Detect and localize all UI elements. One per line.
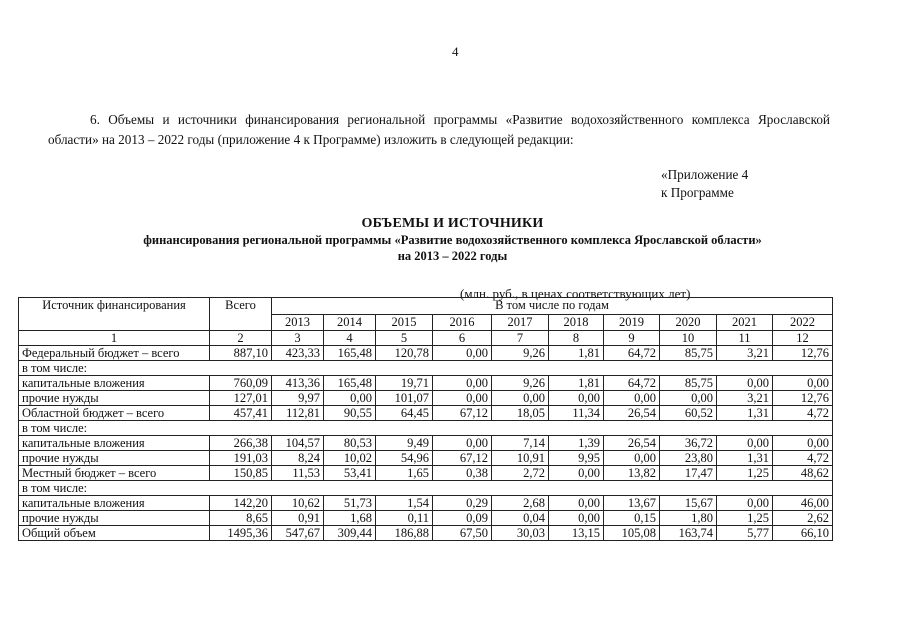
units-note: (млн. руб., в ценах соответствующих лет) xyxy=(460,286,691,301)
row-value: 423,33 xyxy=(272,346,324,361)
row-value: 64,45 xyxy=(376,406,433,421)
row-value: 46,00 xyxy=(773,496,833,511)
row-value: 2,68 xyxy=(492,496,549,511)
header-year: 2022 xyxy=(773,314,833,331)
row-value: 112,81 xyxy=(272,406,324,421)
row-value: 0,00 xyxy=(660,391,717,406)
row-value: 1,65 xyxy=(376,466,433,481)
row-value: 12,76 xyxy=(773,346,833,361)
row-value: 11,34 xyxy=(549,406,604,421)
row-value: 0,00 xyxy=(604,391,660,406)
table-row xyxy=(19,421,833,436)
row-value: 30,03 xyxy=(492,526,549,541)
document-title xyxy=(0,216,905,264)
appendix-line-2: к Программе xyxy=(661,185,734,200)
row-value: 64,72 xyxy=(604,376,660,391)
row-value: 1,81 xyxy=(549,346,604,361)
row-total: 142,20 xyxy=(210,496,272,511)
row-label: прочие нужды xyxy=(19,511,210,526)
row-value: 0,00 xyxy=(549,496,604,511)
row-value: 10,02 xyxy=(324,451,376,466)
row-value: 54,96 xyxy=(376,451,433,466)
row-value: 48,62 xyxy=(773,466,833,481)
row-total: 760,09 xyxy=(210,376,272,391)
column-number: 2 xyxy=(210,331,272,346)
financing-table xyxy=(18,297,833,541)
row-value: 67,12 xyxy=(433,451,492,466)
row-total: 150,85 xyxy=(210,466,272,481)
row-value: 80,53 xyxy=(324,436,376,451)
table-row xyxy=(19,481,833,496)
header-year: 2016 xyxy=(433,314,492,331)
column-number: 12 xyxy=(773,331,833,346)
row-value: 66,10 xyxy=(773,526,833,541)
title-line-1: ОБЪЕМЫ И ИСТОЧНИКИ xyxy=(361,216,544,231)
row-value: 9,95 xyxy=(549,451,604,466)
row-value: 309,44 xyxy=(324,526,376,541)
row-value: 0,00 xyxy=(433,376,492,391)
column-number: 4 xyxy=(324,331,376,346)
table-row xyxy=(19,361,833,376)
appendix-reference xyxy=(661,166,748,202)
row-label: в том числе: xyxy=(19,421,833,436)
row-value: 1,25 xyxy=(717,466,773,481)
row-value: 2,72 xyxy=(492,466,549,481)
row-value: 2,62 xyxy=(773,511,833,526)
row-value: 0,29 xyxy=(433,496,492,511)
row-value: 53,41 xyxy=(324,466,376,481)
row-value: 5,77 xyxy=(717,526,773,541)
header-year: 2013 xyxy=(272,314,324,331)
row-value: 0,11 xyxy=(376,511,433,526)
row-value: 51,73 xyxy=(324,496,376,511)
row-value: 105,08 xyxy=(604,526,660,541)
row-value: 9,97 xyxy=(272,391,324,406)
row-value: 0,04 xyxy=(492,511,549,526)
row-value: 15,67 xyxy=(660,496,717,511)
row-label: капитальные вложения xyxy=(19,436,210,451)
title-line-3: на 2013 – 2022 годы xyxy=(397,249,508,263)
column-number: 8 xyxy=(549,331,604,346)
row-value: 36,72 xyxy=(660,436,717,451)
row-value: 67,50 xyxy=(433,526,492,541)
header-by-years: В том числе по годам xyxy=(272,298,833,315)
header-year: 2019 xyxy=(604,314,660,331)
row-value: 1,39 xyxy=(549,436,604,451)
column-number: 9 xyxy=(604,331,660,346)
row-value: 0,00 xyxy=(604,451,660,466)
table-row xyxy=(19,511,833,526)
row-label: Местный бюджет – всего xyxy=(19,466,210,481)
row-value: 0,00 xyxy=(549,391,604,406)
header-source: Источник финансирования xyxy=(19,298,210,331)
row-value: 85,75 xyxy=(660,376,717,391)
table-row xyxy=(19,346,833,361)
row-value: 8,24 xyxy=(272,451,324,466)
row-value: 0,00 xyxy=(773,436,833,451)
row-value: 163,74 xyxy=(660,526,717,541)
row-value: 0,15 xyxy=(604,511,660,526)
row-value: 413,36 xyxy=(272,376,324,391)
column-number: 1 xyxy=(19,331,210,346)
row-total: 8,65 xyxy=(210,511,272,526)
row-label: капитальные вложения xyxy=(19,376,210,391)
row-value: 0,00 xyxy=(433,391,492,406)
row-value: 11,53 xyxy=(272,466,324,481)
row-value: 0,00 xyxy=(717,376,773,391)
row-value: 18,05 xyxy=(492,406,549,421)
row-value: 1,81 xyxy=(549,376,604,391)
row-value: 13,15 xyxy=(549,526,604,541)
row-value: 165,48 xyxy=(324,376,376,391)
row-label: Общий объем xyxy=(19,526,210,541)
row-total: 887,10 xyxy=(210,346,272,361)
row-value: 0,00 xyxy=(717,436,773,451)
row-value: 10,62 xyxy=(272,496,324,511)
row-label: прочие нужды xyxy=(19,391,210,406)
table-row xyxy=(19,406,833,421)
row-value: 1,68 xyxy=(324,511,376,526)
table-row xyxy=(19,436,833,451)
header-row xyxy=(19,298,833,315)
row-value: 4,72 xyxy=(773,451,833,466)
row-value: 85,75 xyxy=(660,346,717,361)
row-value: 90,55 xyxy=(324,406,376,421)
row-value: 26,54 xyxy=(604,436,660,451)
row-value: 1,31 xyxy=(717,451,773,466)
row-value: 120,78 xyxy=(376,346,433,361)
row-value: 17,47 xyxy=(660,466,717,481)
appendix-line-1: «Приложение 4 xyxy=(661,167,749,182)
row-value: 26,54 xyxy=(604,406,660,421)
row-value: 9,49 xyxy=(376,436,433,451)
row-value: 19,71 xyxy=(376,376,433,391)
row-label: в том числе: xyxy=(19,481,833,496)
column-number: 10 xyxy=(660,331,717,346)
header-year: 2015 xyxy=(376,314,433,331)
header-year: 2020 xyxy=(660,314,717,331)
row-value: 1,54 xyxy=(376,496,433,511)
row-value: 1,25 xyxy=(717,511,773,526)
row-value: 10,91 xyxy=(492,451,549,466)
page-number: 4 xyxy=(452,44,459,59)
row-value: 547,67 xyxy=(272,526,324,541)
row-total: 457,41 xyxy=(210,406,272,421)
row-value: 0,00 xyxy=(717,496,773,511)
row-value: 0,91 xyxy=(272,511,324,526)
row-value: 0,00 xyxy=(773,376,833,391)
row-value: 13,67 xyxy=(604,496,660,511)
row-value: 64,72 xyxy=(604,346,660,361)
row-value: 7,14 xyxy=(492,436,549,451)
intro-paragraph: 6. Объемы и источники финансирования региональной программы «Развитие водохозяйственного комплекса Ярославской области» на 2013 – 2022 годы (приложение 4 к Программе) изложить в следующей редакции: xyxy=(48,112,830,147)
row-value: 23,80 xyxy=(660,451,717,466)
column-number: 3 xyxy=(272,331,324,346)
row-value: 60,52 xyxy=(660,406,717,421)
row-label: прочие нужды xyxy=(19,451,210,466)
row-value: 0,38 xyxy=(433,466,492,481)
row-value: 9,26 xyxy=(492,346,549,361)
row-value: 186,88 xyxy=(376,526,433,541)
row-total: 127,01 xyxy=(210,391,272,406)
row-value: 165,48 xyxy=(324,346,376,361)
header-year: 2018 xyxy=(549,314,604,331)
column-numbers-row xyxy=(19,331,833,346)
row-value: 0,00 xyxy=(324,391,376,406)
row-value: 104,57 xyxy=(272,436,324,451)
column-number: 11 xyxy=(717,331,773,346)
row-value: 3,21 xyxy=(717,346,773,361)
row-value: 67,12 xyxy=(433,406,492,421)
row-value: 0,00 xyxy=(549,511,604,526)
row-value: 1,31 xyxy=(717,406,773,421)
header-total: Всего xyxy=(210,298,272,331)
row-value: 0,00 xyxy=(549,466,604,481)
row-total: 191,03 xyxy=(210,451,272,466)
row-label: Федеральный бюджет – всего xyxy=(19,346,210,361)
table-row xyxy=(19,451,833,466)
row-value: 1,80 xyxy=(660,511,717,526)
row-total: 266,38 xyxy=(210,436,272,451)
table-row xyxy=(19,466,833,481)
row-value: 0,00 xyxy=(433,346,492,361)
row-label: Областной бюджет – всего xyxy=(19,406,210,421)
row-value: 3,21 xyxy=(717,391,773,406)
table-row xyxy=(19,391,833,406)
table-row xyxy=(19,376,833,391)
table-row-total xyxy=(19,526,833,541)
row-value: 9,26 xyxy=(492,376,549,391)
column-number: 7 xyxy=(492,331,549,346)
row-value: 4,72 xyxy=(773,406,833,421)
row-value: 0,09 xyxy=(433,511,492,526)
title-line-2: финансирования региональной программы «Развитие водохозяйственного комплекса Ярославской области» xyxy=(143,233,762,247)
header-year: 2014 xyxy=(324,314,376,331)
row-value: 0,00 xyxy=(492,391,549,406)
row-value: 12,76 xyxy=(773,391,833,406)
row-label: в том числе: xyxy=(19,361,833,376)
row-value: 0,00 xyxy=(433,436,492,451)
header-year: 2021 xyxy=(717,314,773,331)
table-row xyxy=(19,496,833,511)
row-value: 13,82 xyxy=(604,466,660,481)
row-value: 101,07 xyxy=(376,391,433,406)
column-number: 6 xyxy=(433,331,492,346)
row-total: 1495,36 xyxy=(210,526,272,541)
header-year: 2017 xyxy=(492,314,549,331)
row-label: капитальные вложения xyxy=(19,496,210,511)
column-number: 5 xyxy=(376,331,433,346)
